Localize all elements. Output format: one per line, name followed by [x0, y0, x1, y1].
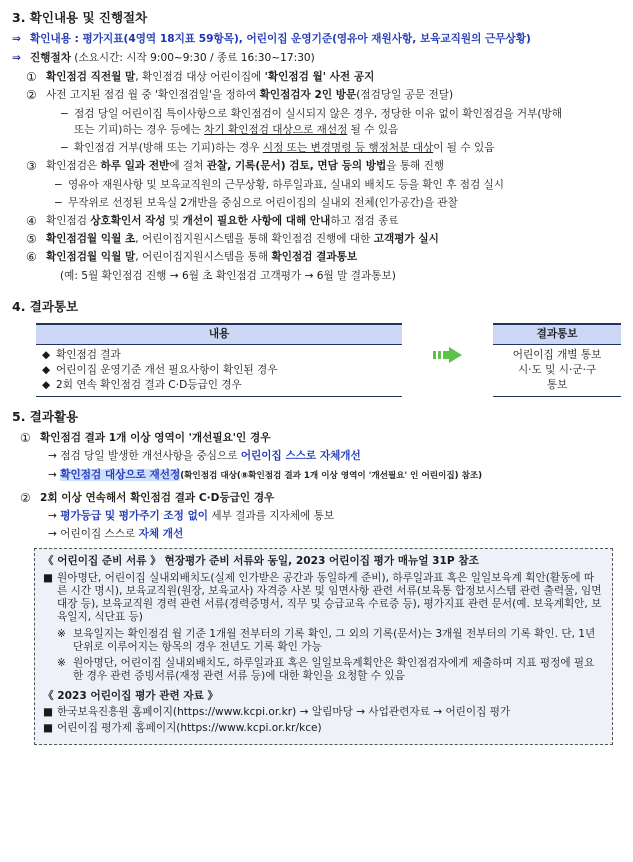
- step-plain: , 어린이집지원시스템을 통해: [135, 251, 272, 264]
- step-number: ①: [26, 70, 37, 85]
- note-text: [74, 142, 494, 155]
- case-line-emphasis: 자체 개선: [138, 528, 184, 541]
- case-line-ref: (확인점검 대상(⑧확인점검 결과 1개 이상 영역이 '개선필요' 인 어린이집) 참조): [180, 470, 483, 481]
- info-box-header: 《 어린이집 준비 서류 》 현장평가 준비 서류와 동일, 2023 어린이집 평가 매뉴얼 31P 참조: [43, 554, 479, 567]
- check-content-text: [30, 33, 531, 46]
- step-plain: , 확인점검 대상 어린이집에: [135, 71, 265, 84]
- note-underlined: 시정 또는 변경명령 등 행정처분 대상: [262, 142, 434, 155]
- note-text: [74, 108, 562, 121]
- double-arrow-icon: ⇒: [12, 51, 21, 64]
- step-text: [46, 251, 621, 264]
- step-emphasis: 확인점검 직전월 말: [46, 71, 136, 84]
- step-text: [46, 215, 621, 228]
- step-number: ②: [26, 88, 37, 103]
- case-2: [20, 492, 621, 505]
- case2-line-1: [48, 510, 621, 523]
- step-2: [26, 89, 621, 102]
- timeline-example: (예: 5월 확인점검 진행 → 6월 초 확인점검 고객평가 → 6월 말 결과통보): [60, 269, 396, 282]
- note-part: 될 수 있음: [347, 123, 399, 136]
- step-emphasis: 확인점검 결과통보: [271, 251, 358, 264]
- step-emphasis: 확인점검자 2인 방문: [259, 89, 357, 102]
- reference-info-box: [34, 548, 613, 746]
- diamond-bullet-icon: ◆: [42, 364, 51, 376]
- step-emphasis: 상호확인서 작성: [90, 214, 166, 227]
- section4-title: 4. 결과통보: [12, 298, 79, 314]
- kce-link-text[interactable]: 어린이집 평가제 홈페이지(https://www.kcpi.or.kr/kce): [57, 722, 322, 735]
- step-emphasis: '확인점검 월' 사전 공지: [264, 71, 375, 84]
- step2-note-1: [60, 108, 621, 121]
- info-link-item: [43, 706, 604, 719]
- note-underlined: 차기 확인점검 대상으로 재선정: [204, 123, 348, 136]
- procedure-text: [30, 52, 315, 65]
- procedure-time: (소요시간: 시작 9:00~9:30 / 종료 16:30~17:30): [70, 51, 315, 64]
- step-emphasis: 개선이 필요한 사항에 대해 안내: [182, 214, 331, 227]
- kcpi-link-text[interactable]: 한국보육진흥원 홈페이지(https://www.kcpi.or.kr) → 알림마당 → 사업관련자료 → 어린이집 평가: [57, 705, 511, 718]
- step-plain: 하고 점검 종료: [330, 214, 399, 227]
- info-link-item: [43, 722, 604, 735]
- note-part: 또는 기피)하는 경우 등에는: [74, 123, 205, 136]
- content-box-body: [36, 345, 402, 397]
- case1-line-1: [48, 450, 621, 463]
- content-item: [42, 349, 402, 362]
- check-content-row: [12, 33, 621, 46]
- notice-item: 시·도 및 시·군·구: [517, 364, 597, 376]
- green-arrow-icon: [402, 323, 493, 363]
- step-plain: 확인점검: [46, 214, 91, 227]
- procedure-row: [12, 52, 621, 65]
- step-number: ③: [26, 159, 37, 174]
- content-item: [42, 364, 402, 377]
- case-title: 2회 이상 연속해서 확인점검 결과 C·D등급인 경우: [40, 491, 275, 504]
- reference-mark-icon: ※: [57, 627, 66, 640]
- step-3: [26, 160, 621, 173]
- case-1: [20, 432, 621, 445]
- step-plain: 및: [165, 214, 183, 227]
- step-emphasis: 확인점검월 익월 말: [46, 251, 136, 264]
- check-content-value: 평가지표(4영역 18지표 59항목), 어린이집 운영기준(영유아 재원사항, 보육교직원의 근무상황): [82, 32, 531, 45]
- content-item-text: 어린이집 운영기준 개선 필요사항이 확인된 경우: [56, 364, 278, 376]
- step-text: [46, 89, 621, 102]
- notice-box: [493, 323, 621, 398]
- dash-marker: −: [54, 178, 63, 191]
- step-plain: 을 통해 진행: [386, 160, 445, 173]
- step-plain: 에 걸쳐: [169, 160, 207, 173]
- step-plain: 확인점검은: [46, 160, 101, 173]
- step2-note-2: [60, 142, 621, 155]
- step-5: [26, 233, 621, 246]
- step3-note-1: [54, 179, 621, 192]
- section5-title: 5. 결과활용: [12, 409, 79, 425]
- info-note-text: 보육일지는 확인점검 월 기준 1개월 전부터의 기록 확인, 그 외의 기록(문서)는 3개월 전부터의 기록 확인. 단, 1년 단위로 이루어지는 항목의 경우 전년도 기록 확인 가능: [73, 627, 596, 653]
- note-part: 확인점검 거부(방해 또는 기피)하는 경우: [74, 142, 263, 155]
- step3-note-2: [54, 197, 621, 210]
- case-title: 확인점검 결과 1개 이상 영역이 '개선필요'인 경우: [40, 432, 271, 445]
- note-part: 이 될 수 있음: [433, 142, 495, 155]
- dash-marker: −: [54, 196, 63, 209]
- step2-note-1-cont: [74, 124, 621, 137]
- step-number: ⑥: [26, 250, 37, 265]
- procedure-label: 진행절차: [30, 51, 71, 64]
- case-line-emphasis: 평가등급 및 평가주기 조정 없이: [60, 510, 209, 523]
- reference-mark-icon: ※: [57, 657, 66, 670]
- info-item: [43, 572, 604, 625]
- content-item-text: 2회 연속 확인점검 결과 C·D등급인 경우: [56, 379, 242, 392]
- case-line-part: →: [48, 510, 61, 523]
- step-emphasis: 하루 일과 전반: [100, 160, 170, 173]
- case-line-part: 세부 결과를 지자체에 통보: [208, 510, 335, 523]
- step-plain: (점검당일 공문 전달): [356, 89, 454, 102]
- double-arrow-icon: ⇒: [12, 32, 21, 45]
- info-box-header-2: 《 2023 어린이집 평가 관련 자료 》: [43, 689, 219, 702]
- step-1: [26, 71, 621, 84]
- diamond-bullet-icon: ◆: [42, 379, 51, 392]
- case1-line-2: [48, 469, 621, 482]
- info-note: [57, 657, 604, 683]
- content-box-header: 내용: [36, 325, 402, 345]
- info-item-text: 원아명단, 어린이집 실내외배치도(실제 인가받은 공간과 동일하게 준비), 하루일과표 혹은 일일보육계 획안(활동에 따른 시간 명시), 보육교직원(원장, 보육교사) 자격증 사본 및 임면사항 관련 서류(보육통 합정보시스템 관련 출력물, 임면대장 등), 보육교직원 경력 관련 서류(경력증명서, 직무 및 승급교육 수료증 등), 평가지표 관련 문서(예. 보육계획안, 보육일지, 식단표 등): [57, 571, 602, 624]
- step-4: [26, 215, 621, 228]
- step-6: [26, 251, 621, 264]
- notice-box-header: 결과통보: [493, 325, 621, 345]
- square-bullet-icon: ■: [43, 722, 54, 735]
- case-line-emphasis: 확인점검 대상으로 재선정: [60, 468, 181, 481]
- info-note-text: 원아명단, 어린이집 실내외배치도, 하루일과표 혹은 일일보육계획안은 확인점검자에게 제출하며 지표 평정에 필요한 경우 관련 증빙서류(재정 관련 서류 등)에 대한 확인을 요청할 수 있음: [73, 657, 595, 683]
- case-number: ②: [20, 490, 31, 505]
- step-text: [46, 160, 621, 173]
- step-plain: 사전 고지된 점검 월 중 '확인점검일'을 정하여: [46, 89, 260, 102]
- step-number: ④: [26, 213, 37, 228]
- case-line-part: → 점검 당일 발생한 개선사항을 중심으로: [48, 450, 241, 463]
- check-content-label: 확인내용 :: [30, 32, 83, 45]
- dash-marker: −: [60, 107, 69, 120]
- content-box: [36, 323, 402, 398]
- case-line-emphasis: 어린이집 스스로 자체개선: [240, 450, 361, 463]
- note-part: 점검 당일 어린이집 특이사항으로 확인점검이 실시되지 않은 경우, 정당한 이유 없이 확인점검을 거부(방해: [74, 107, 562, 120]
- info-note: [57, 628, 604, 654]
- step-emphasis: 확인점검월 익월 초: [46, 233, 136, 246]
- notice-item: 어린이집 개별 통보: [512, 348, 602, 361]
- note-text: 영유아 재원사항 및 보육교직원의 근무상황, 하루일과표, 실내외 배치도 등을 확인 후 점검 실시: [68, 178, 505, 191]
- case-line-part: → 어린이집 스스로: [48, 528, 139, 541]
- case-number: ①: [20, 431, 31, 446]
- square-bullet-icon: ■: [43, 705, 54, 718]
- step-emphasis: 관찰, 기록(문서) 검토, 면담 등의 방법: [206, 160, 387, 173]
- content-item-text: 확인점검 결과: [56, 348, 121, 361]
- step-number: ⑤: [26, 232, 37, 247]
- dash-marker: −: [60, 142, 69, 155]
- step-text: [46, 233, 621, 246]
- step-emphasis: 고객평가 실시: [373, 233, 439, 246]
- case-line-part: →: [48, 468, 61, 481]
- notice-box-body: [493, 345, 621, 397]
- diamond-bullet-icon: ◆: [42, 348, 51, 361]
- note-text: 무작위로 선정된 보육실 2개반을 중심으로 어린이집의 실내외 전체(인가공간)을 관찰: [68, 196, 458, 209]
- step-text: [46, 71, 621, 84]
- square-bullet-icon: ■: [43, 571, 54, 584]
- section3-title: 3. 확인내용 및 진행절차: [12, 10, 148, 25]
- case2-line-2: [48, 528, 621, 541]
- content-item: [42, 379, 402, 392]
- notice-item: 통보: [546, 379, 568, 392]
- step-plain: , 어린이집지원시스템을 통해 확인점검 진행에 대한: [135, 233, 374, 246]
- result-notice-diagram: [36, 323, 621, 398]
